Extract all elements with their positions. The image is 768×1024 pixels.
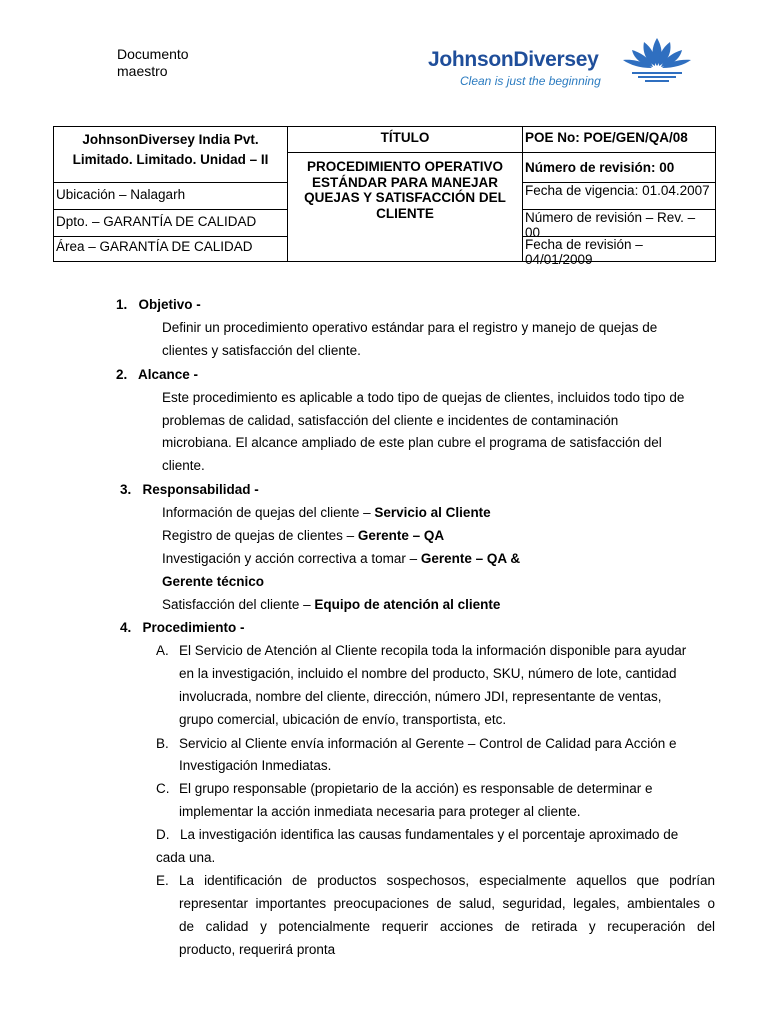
item-letter: A. (156, 643, 169, 658)
logo-name: JohnsonDiversey (428, 48, 599, 71)
section-title: Objetivo - (138, 297, 201, 312)
company-logo (428, 36, 703, 92)
area-text: Área – GARANTÍA DE CALIDAD (56, 239, 253, 254)
department-cell (54, 210, 288, 237)
section-number: 1. (116, 297, 128, 312)
item-letter: E. (156, 873, 169, 888)
revision-date-cell (523, 237, 716, 267)
section-title: Procedimiento - (142, 620, 245, 635)
responsibility-item (162, 528, 444, 543)
paragraph-line: Este procedimiento es aplicable a todo tipo de quejas de clientes, incluidos todo tipo de (162, 390, 685, 405)
item-letter: D. (156, 827, 170, 842)
location-cell (54, 183, 288, 210)
section-number: 2. (116, 367, 128, 382)
paragraph-line: La identificación de productos sospechosos, especialmente aquellos que podrían (179, 873, 715, 888)
section-title: Alcance - (138, 367, 199, 382)
paragraph-line: La investigación identifica las causas fundamentales y el porcentaje aproximado de (180, 827, 679, 842)
responsibility-owner: Gerente – QA & (420, 551, 521, 566)
revision-date: Fecha de revisión – 04/01/2009 (525, 237, 643, 267)
revision-number: Número de revisión: 00 (523, 153, 716, 183)
paragraph-line: de calidad y potencialmente requerir acciones de retirada y recuperación del (179, 919, 715, 934)
document-title: PROCEDIMIENTO OPERATIVO ESTÁNDAR PARA MANEJAR QUEJAS Y SATISFACCIÓN DEL CLIENTE (288, 153, 523, 262)
section-1-heading (116, 297, 201, 312)
responsibility-text: Registro de quejas de clientes – (162, 528, 358, 543)
effective-date: Fecha de vigencia: 01.04.2007 (525, 183, 710, 198)
paragraph-line: representar importantes preocupaciones de salud, seguridad, legales, ambientales o (179, 896, 715, 911)
document-header-table (53, 126, 716, 267)
effective-date-cell (523, 183, 716, 210)
item-letter: C. (156, 781, 170, 796)
logo-tagline: Clean is just the beginning (460, 74, 601, 88)
responsibility-text: Investigación y acción correctiva a tomar – (162, 551, 421, 566)
department-text: Dpto. – GARANTÍA DE CALIDAD (56, 214, 257, 229)
paragraph-line: Investigación Inmediatas. (179, 758, 332, 773)
paragraph-line: El Servicio de Atención al Cliente recopila toda la información disponible para ayudar (179, 643, 687, 658)
paragraph-line: problemas de calidad, satisfacción del cliente e incidentes de contaminación (162, 413, 619, 428)
paragraph-line: producto, requerirá pronta (179, 942, 336, 957)
responsibility-owner: Gerente – QA (357, 528, 445, 543)
document-label: Documento maestro (117, 46, 189, 79)
paragraph-line: El grupo responsable (propietario de la acción) es responsable de determinar e (179, 781, 653, 796)
paragraph-line: Definir un procedimiento operativo estándar para el registro y manejo de quejas de (162, 320, 658, 335)
responsibility-owner: Gerente técnico (162, 574, 265, 589)
lotus-logo-icon (620, 34, 694, 84)
responsibility-item (162, 551, 520, 566)
responsibility-owner: Equipo de atención al cliente (314, 597, 501, 612)
section-4-heading (120, 620, 245, 635)
area-cell (54, 237, 288, 262)
paragraph-line: cada una. (156, 850, 216, 865)
revision-rev-cell (523, 210, 716, 240)
revision-rev: Número de revisión – Rev. – 00 (525, 210, 696, 240)
location-text: Ubicación – Nalagarh (56, 187, 186, 202)
item-letter: B. (156, 736, 169, 751)
responsibility-item (162, 597, 500, 612)
responsibility-owner: Servicio al Cliente (374, 505, 491, 520)
section-3-heading (120, 482, 259, 497)
responsibility-item (162, 505, 491, 520)
responsibility-text: Información de quejas del cliente – (162, 505, 375, 520)
paragraph-line: grupo comercial, ubicación de envío, transportista, etc. (179, 712, 507, 727)
company-cell: JohnsonDiversey India Pvt. Limitado. Limitado. Unidad – II (54, 127, 288, 183)
section-number: 3. (120, 482, 132, 497)
section-number: 4. (120, 620, 132, 635)
paragraph-line: implementar la acción inmediata necesaria para proteger al cliente. (179, 804, 581, 819)
responsibility-item (162, 574, 264, 589)
section-2-heading (116, 367, 198, 382)
paragraph-line: involucrada, nombre del cliente, dirección, número JDI, representante de ventas, (179, 689, 662, 704)
paragraph-line: microbiana. El alcance ampliado de este plan cubre el programa de satisfacción del (162, 435, 662, 450)
paragraph-line: en la investigación, incluido el nombre del producto, SKU, número de lote, cantidad (179, 666, 677, 681)
paragraph-line: cliente. (162, 458, 205, 473)
poe-number: POE No: POE/GEN/QA/08 (523, 127, 716, 153)
title-label: TÍTULO (288, 127, 523, 153)
paragraph-line: Servicio al Cliente envía información al Gerente – Control de Calidad para Acción e (179, 736, 677, 751)
responsibility-text: Satisfacción del cliente – (162, 597, 315, 612)
section-title: Responsabilidad - (142, 482, 259, 497)
paragraph-line: clientes y satisfacción del cliente. (162, 343, 361, 358)
